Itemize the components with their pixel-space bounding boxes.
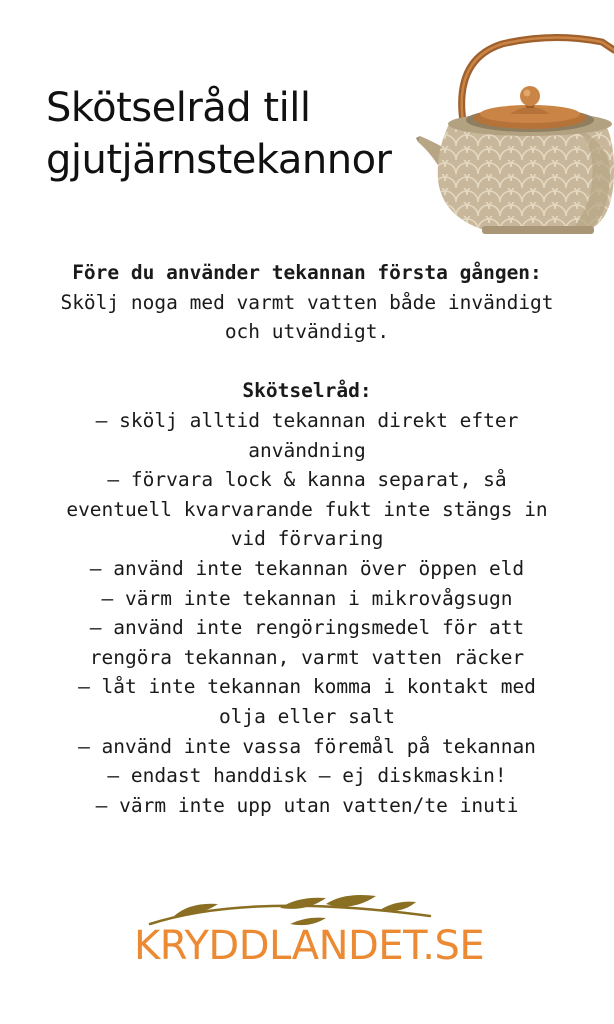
care-line: – låt inte tekannan komma i kontakt med <box>78 675 536 699</box>
care-line: vid förvaring <box>230 527 384 551</box>
title-line-2: gjutjärnstekannor <box>46 137 392 183</box>
care-line: – värm inte tekannan i mikrovågsugn <box>101 586 513 610</box>
care-line: – använd inte tekannan över öppen eld <box>89 556 525 580</box>
care-line: – förvara lock & kanna separat, så <box>107 468 507 492</box>
care-line: – värm inte upp utan vatten/te inuti <box>95 793 519 817</box>
care-line: olja eller salt <box>218 704 396 728</box>
care-heading: Skötselråd: <box>242 379 372 403</box>
care-line: eventuell kvarvarande fukt inte stängs in <box>66 497 548 521</box>
title-line-1: Skötselråd till <box>46 85 311 131</box>
intro-line: och utvändigt. <box>224 320 390 344</box>
page-title <box>46 82 426 186</box>
care-instructions <box>0 258 614 820</box>
care-line: rengöra tekannan, varmt vatten räcker <box>89 645 525 669</box>
brand-logo: KRYDDLANDET.SE <box>134 923 485 969</box>
care-line: – använd inte rengöringsmedel för att <box>89 616 525 640</box>
intro-heading: Före du använder tekannan första gången: <box>72 261 542 284</box>
care-line: – skölj alltid tekannan direkt efter <box>95 408 519 432</box>
care-line: – endast handdisk – ej diskmaskin! <box>107 764 507 788</box>
care-line: användning <box>248 438 366 462</box>
care-line: – använd inte vassa föremål på tekannan <box>78 734 536 758</box>
teapot-illustration <box>412 20 614 242</box>
intro-line: Skölj noga med varmt vatten både invändigt <box>60 290 554 314</box>
section-spacer <box>0 347 614 377</box>
